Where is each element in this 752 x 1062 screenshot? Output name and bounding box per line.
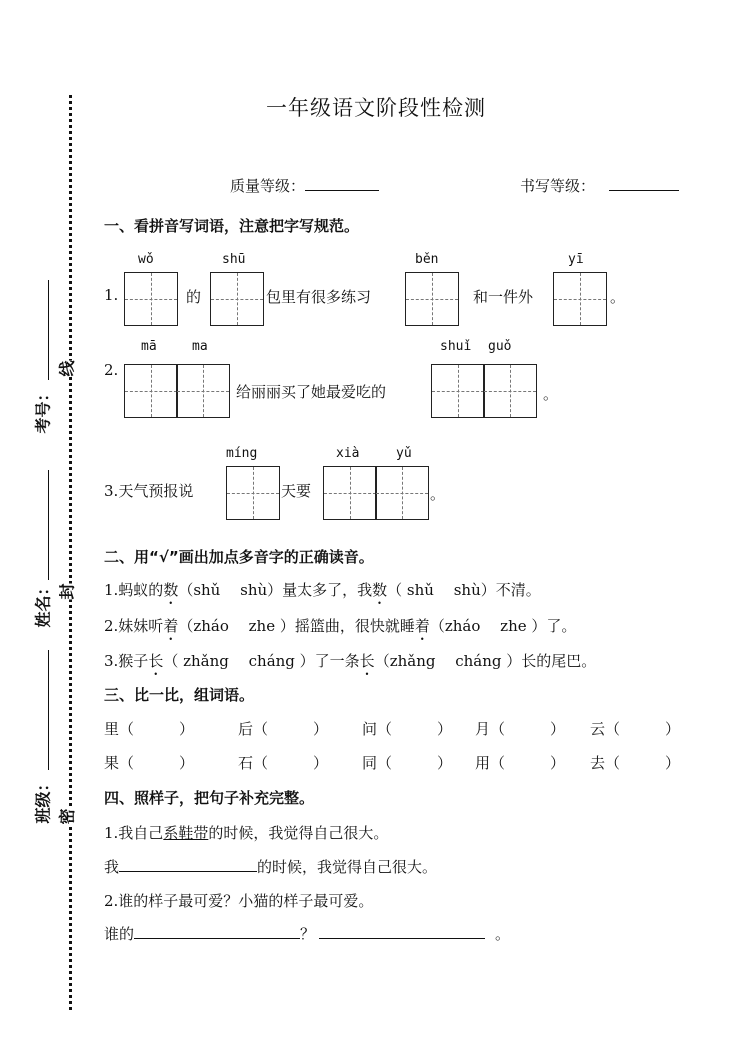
q1-text-2: 包里有很多练习 bbox=[266, 288, 372, 306]
q3-box-2[interactable] bbox=[323, 466, 377, 520]
q3-pinyin-1: míng bbox=[226, 446, 258, 461]
section-1-heading: 一、看拼音写词语，注意把字写规范。 bbox=[104, 217, 360, 235]
q1-box-4[interactable] bbox=[553, 272, 607, 326]
q3-pinyin-3: yǔ bbox=[396, 446, 412, 461]
q1-pinyin-2: shū bbox=[222, 252, 246, 267]
s4-l1-b: 的时候，我觉得自己很大。 bbox=[208, 824, 389, 842]
s2-l2-dotted-1: 着 bbox=[163, 617, 179, 635]
q1-box-2[interactable] bbox=[210, 272, 264, 326]
s2-l3-dotted-1: 长 bbox=[148, 652, 164, 670]
q2-pinyin-2: ma bbox=[192, 339, 208, 354]
s2-line-3 bbox=[104, 650, 596, 679]
q2-text-2: 。 bbox=[543, 385, 559, 403]
s2-l1-dotted-2: 数 bbox=[372, 581, 388, 599]
s4-l2-b: 的时候，我觉得自己很大。 bbox=[257, 858, 438, 876]
q3-number-and-text bbox=[104, 480, 193, 501]
quality-grade-label: 质量等级： bbox=[230, 177, 306, 195]
writing-grade-label: 书写等级： bbox=[520, 177, 596, 195]
s2-line-2 bbox=[104, 615, 576, 644]
s2-l3-dotted-2: 长 bbox=[359, 652, 375, 670]
seal-xian: 线 bbox=[55, 360, 78, 376]
s2-line-1 bbox=[104, 579, 541, 608]
writing-grade bbox=[520, 175, 679, 196]
q1-number: 1. bbox=[104, 286, 119, 304]
binding-dotted-line bbox=[69, 95, 72, 1010]
q2-pinyin-4: guǒ bbox=[488, 339, 512, 354]
s3-r1-c4[interactable]: 月（ ） bbox=[475, 720, 566, 738]
q2-box-3[interactable] bbox=[431, 364, 485, 418]
section-2-heading: 二、用“√”画出加点多音字的正确读音。 bbox=[104, 548, 374, 566]
s4-blank-2[interactable] bbox=[134, 924, 300, 939]
q2-box-2[interactable] bbox=[176, 364, 230, 418]
q2-number: 2. bbox=[104, 361, 119, 379]
q2-pinyin-1: mā bbox=[141, 339, 157, 354]
s3-r2-c5[interactable]: 去（ ） bbox=[590, 754, 681, 772]
name-field-line-3 bbox=[48, 650, 49, 770]
quality-grade bbox=[230, 175, 379, 196]
q2-box-4[interactable] bbox=[483, 364, 537, 418]
s4-example-line-2: 2.谁的样子最可爱？小猫的样子最可爱。 bbox=[104, 892, 374, 910]
s3-r2-c3[interactable]: 同（ ） bbox=[362, 754, 453, 772]
s2-l1-c[interactable]: （ shǔ shù）不清。 bbox=[387, 581, 541, 599]
q3-text-2: 。 bbox=[430, 485, 446, 503]
s2-l3-b[interactable]: （ zhǎng cháng ）了一条 bbox=[163, 652, 360, 670]
q1-text-4: 。 bbox=[610, 288, 626, 306]
section-4-heading: 四、照样子，把句子补充完整。 bbox=[104, 789, 315, 807]
q3-text-1: 天要 bbox=[281, 482, 312, 500]
class-label: 班级： bbox=[33, 775, 53, 824]
page-title: 一年级语文阶段性检测 bbox=[266, 96, 486, 120]
s4-l2-a: 我 bbox=[104, 858, 120, 876]
s2-l3-a: 3.猴子 bbox=[104, 652, 149, 670]
s3-r1-c3[interactable]: 问（ ） bbox=[362, 720, 453, 738]
student-name-label: 姓名： bbox=[33, 579, 53, 628]
q3-box-3[interactable] bbox=[375, 466, 429, 520]
s2-l1-b[interactable]: （shǔ shù）量太多了，我 bbox=[178, 581, 373, 599]
q1-box-3[interactable] bbox=[405, 272, 459, 326]
q2-box-1[interactable] bbox=[124, 364, 178, 418]
q1-box-1[interactable] bbox=[124, 272, 178, 326]
seal-mi: 密 bbox=[55, 808, 78, 824]
q2-text-1: 给丽丽买了她最爱吃的 bbox=[236, 383, 387, 401]
s4-blank-3[interactable] bbox=[319, 924, 485, 939]
q1-text-1: 的 bbox=[186, 288, 202, 306]
s4-blank-1[interactable] bbox=[119, 857, 257, 872]
s2-l1-dotted-1: 数 bbox=[163, 581, 179, 599]
s2-l2-c[interactable]: （zháo zhe ）了。 bbox=[429, 617, 577, 635]
s2-l3-c[interactable]: （zhǎng cháng ）长的尾巴。 bbox=[374, 652, 597, 670]
s2-l2-b[interactable]: （zháo zhe ）摇篮曲，很快就睡 bbox=[178, 617, 415, 635]
q3-box-1[interactable] bbox=[226, 466, 280, 520]
s3-r1-c5[interactable]: 云（ ） bbox=[590, 720, 681, 738]
s3-r2-c1[interactable]: 果（ ） bbox=[104, 754, 195, 772]
q3-pinyin-2: xià bbox=[336, 446, 360, 461]
q3-pre-text: 天气预报说 bbox=[118, 482, 194, 500]
s2-l2-dotted-2: 着 bbox=[414, 617, 430, 635]
s2-l2-a: 2.妹妹听 bbox=[104, 617, 164, 635]
s4-fill-line-2 bbox=[104, 923, 510, 944]
q1-pinyin-4: yī bbox=[568, 252, 584, 267]
name-field-line-2 bbox=[48, 470, 49, 580]
s3-r1-c1[interactable]: 里（ ） bbox=[104, 720, 195, 738]
s4-l4-a: 谁的 bbox=[104, 925, 135, 943]
s4-l4-b: ？ bbox=[300, 925, 316, 943]
quality-grade-blank[interactable] bbox=[305, 176, 379, 191]
s3-r1-c2[interactable]: 后（ ） bbox=[238, 720, 329, 738]
s3-r2-c2[interactable]: 石（ ） bbox=[238, 754, 329, 772]
s4-fill-line-1 bbox=[104, 856, 437, 877]
s2-l1-a: 1.蚂蚁的 bbox=[104, 581, 164, 599]
s3-r2-c4[interactable]: 用（ ） bbox=[475, 754, 566, 772]
s4-l4-c: 。 bbox=[495, 925, 511, 943]
q1-pinyin-1: wǒ bbox=[138, 252, 154, 267]
writing-grade-blank[interactable] bbox=[609, 176, 679, 191]
q2-pinyin-3: shuǐ bbox=[440, 339, 472, 354]
s4-example-line bbox=[104, 822, 388, 843]
exam-number-label: 考号： bbox=[33, 385, 53, 434]
seal-feng: 封 bbox=[55, 583, 78, 599]
name-field-line-1 bbox=[48, 280, 49, 380]
q3-number: 3. bbox=[104, 482, 119, 500]
section-3-heading: 三、比一比，组词语。 bbox=[104, 686, 255, 704]
s4-l1-underlined: 系鞋带 bbox=[163, 824, 209, 842]
q1-text-3: 和一件外 bbox=[473, 288, 534, 306]
q1-pinyin-3: běn bbox=[415, 252, 439, 267]
s4-l1-a: 1.我自己 bbox=[104, 824, 164, 842]
